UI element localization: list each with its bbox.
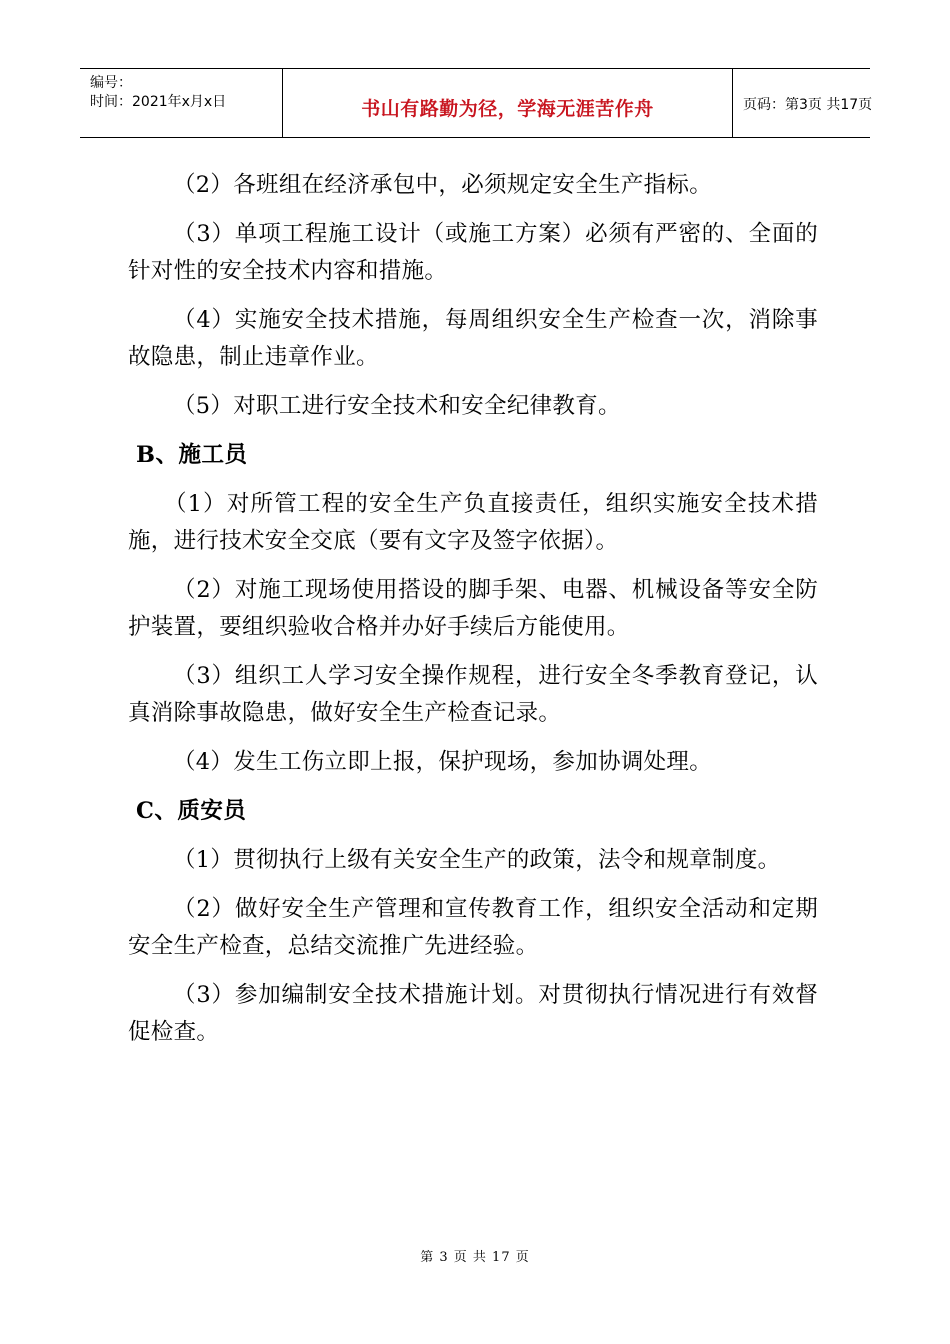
header-meta-cell — [80, 69, 283, 137]
paragraph: （3）参加编制安全技术措施计划。对贯彻执行情况进行有效督促检查。 — [128, 982, 818, 1045]
paragraph: （2）各班组在经济承包中，必须规定安全生产指标。 — [173, 172, 713, 198]
paragraph: （4）实施安全技术措施，每周组织安全生产检查一次，消除事故隐患，制止违章作业。 — [128, 307, 818, 370]
header-motto: 书山有路勤为径，学海无涯苦作舟 — [361, 98, 654, 120]
paragraph: （4）发生工伤立即上报，保护现场，参加协调处理。 — [173, 749, 713, 775]
section-heading-construction-worker: B、施工员 — [136, 442, 248, 468]
header-motto-cell — [283, 69, 733, 137]
header-page-cell — [733, 69, 873, 137]
page-header — [80, 68, 873, 138]
header-page-code: 页码：第3页 共17页 — [743, 97, 873, 113]
paragraph: （1）贯彻执行上级有关安全生产的政策，法令和规章制度。 — [173, 847, 781, 873]
paragraph: （5）对职工进行安全技术和安全纪律教育。 — [173, 393, 621, 419]
page-footer: 第 3 页 共 17 页 — [420, 1250, 530, 1265]
section-heading-quality-safety-officer: C、质安员 — [136, 798, 247, 824]
paragraph: （1）对所管工程的安全生产负直接责任，组织实施安全技术措施，进行技术安全交底（要有文字及签字依据）。 — [128, 491, 818, 554]
paragraph: （3）单项工程施工设计（或施工方案）必须有严密的、全面的针对性的安全技术内容和措施。 — [128, 221, 818, 284]
document-body — [128, 167, 818, 1063]
paragraph: （3）组织工人学习安全操作规程，进行安全冬季教育登记，认真消除事故隐患，做好安全生产检查记录。 — [128, 663, 818, 726]
document-number-label: 编号： — [90, 75, 132, 91]
paragraph: （2）做好安全生产管理和宣传教育工作，组织安全活动和定期安全生产检查，总结交流推广先进经验。 — [128, 896, 818, 959]
paragraph: （2）对施工现场使用搭设的脚手架、电器、机械设备等安全防护装置，要组织验收合格并办好手续后方能使用。 — [128, 577, 818, 640]
document-date: 时间：2021年x月x日 — [90, 94, 227, 110]
